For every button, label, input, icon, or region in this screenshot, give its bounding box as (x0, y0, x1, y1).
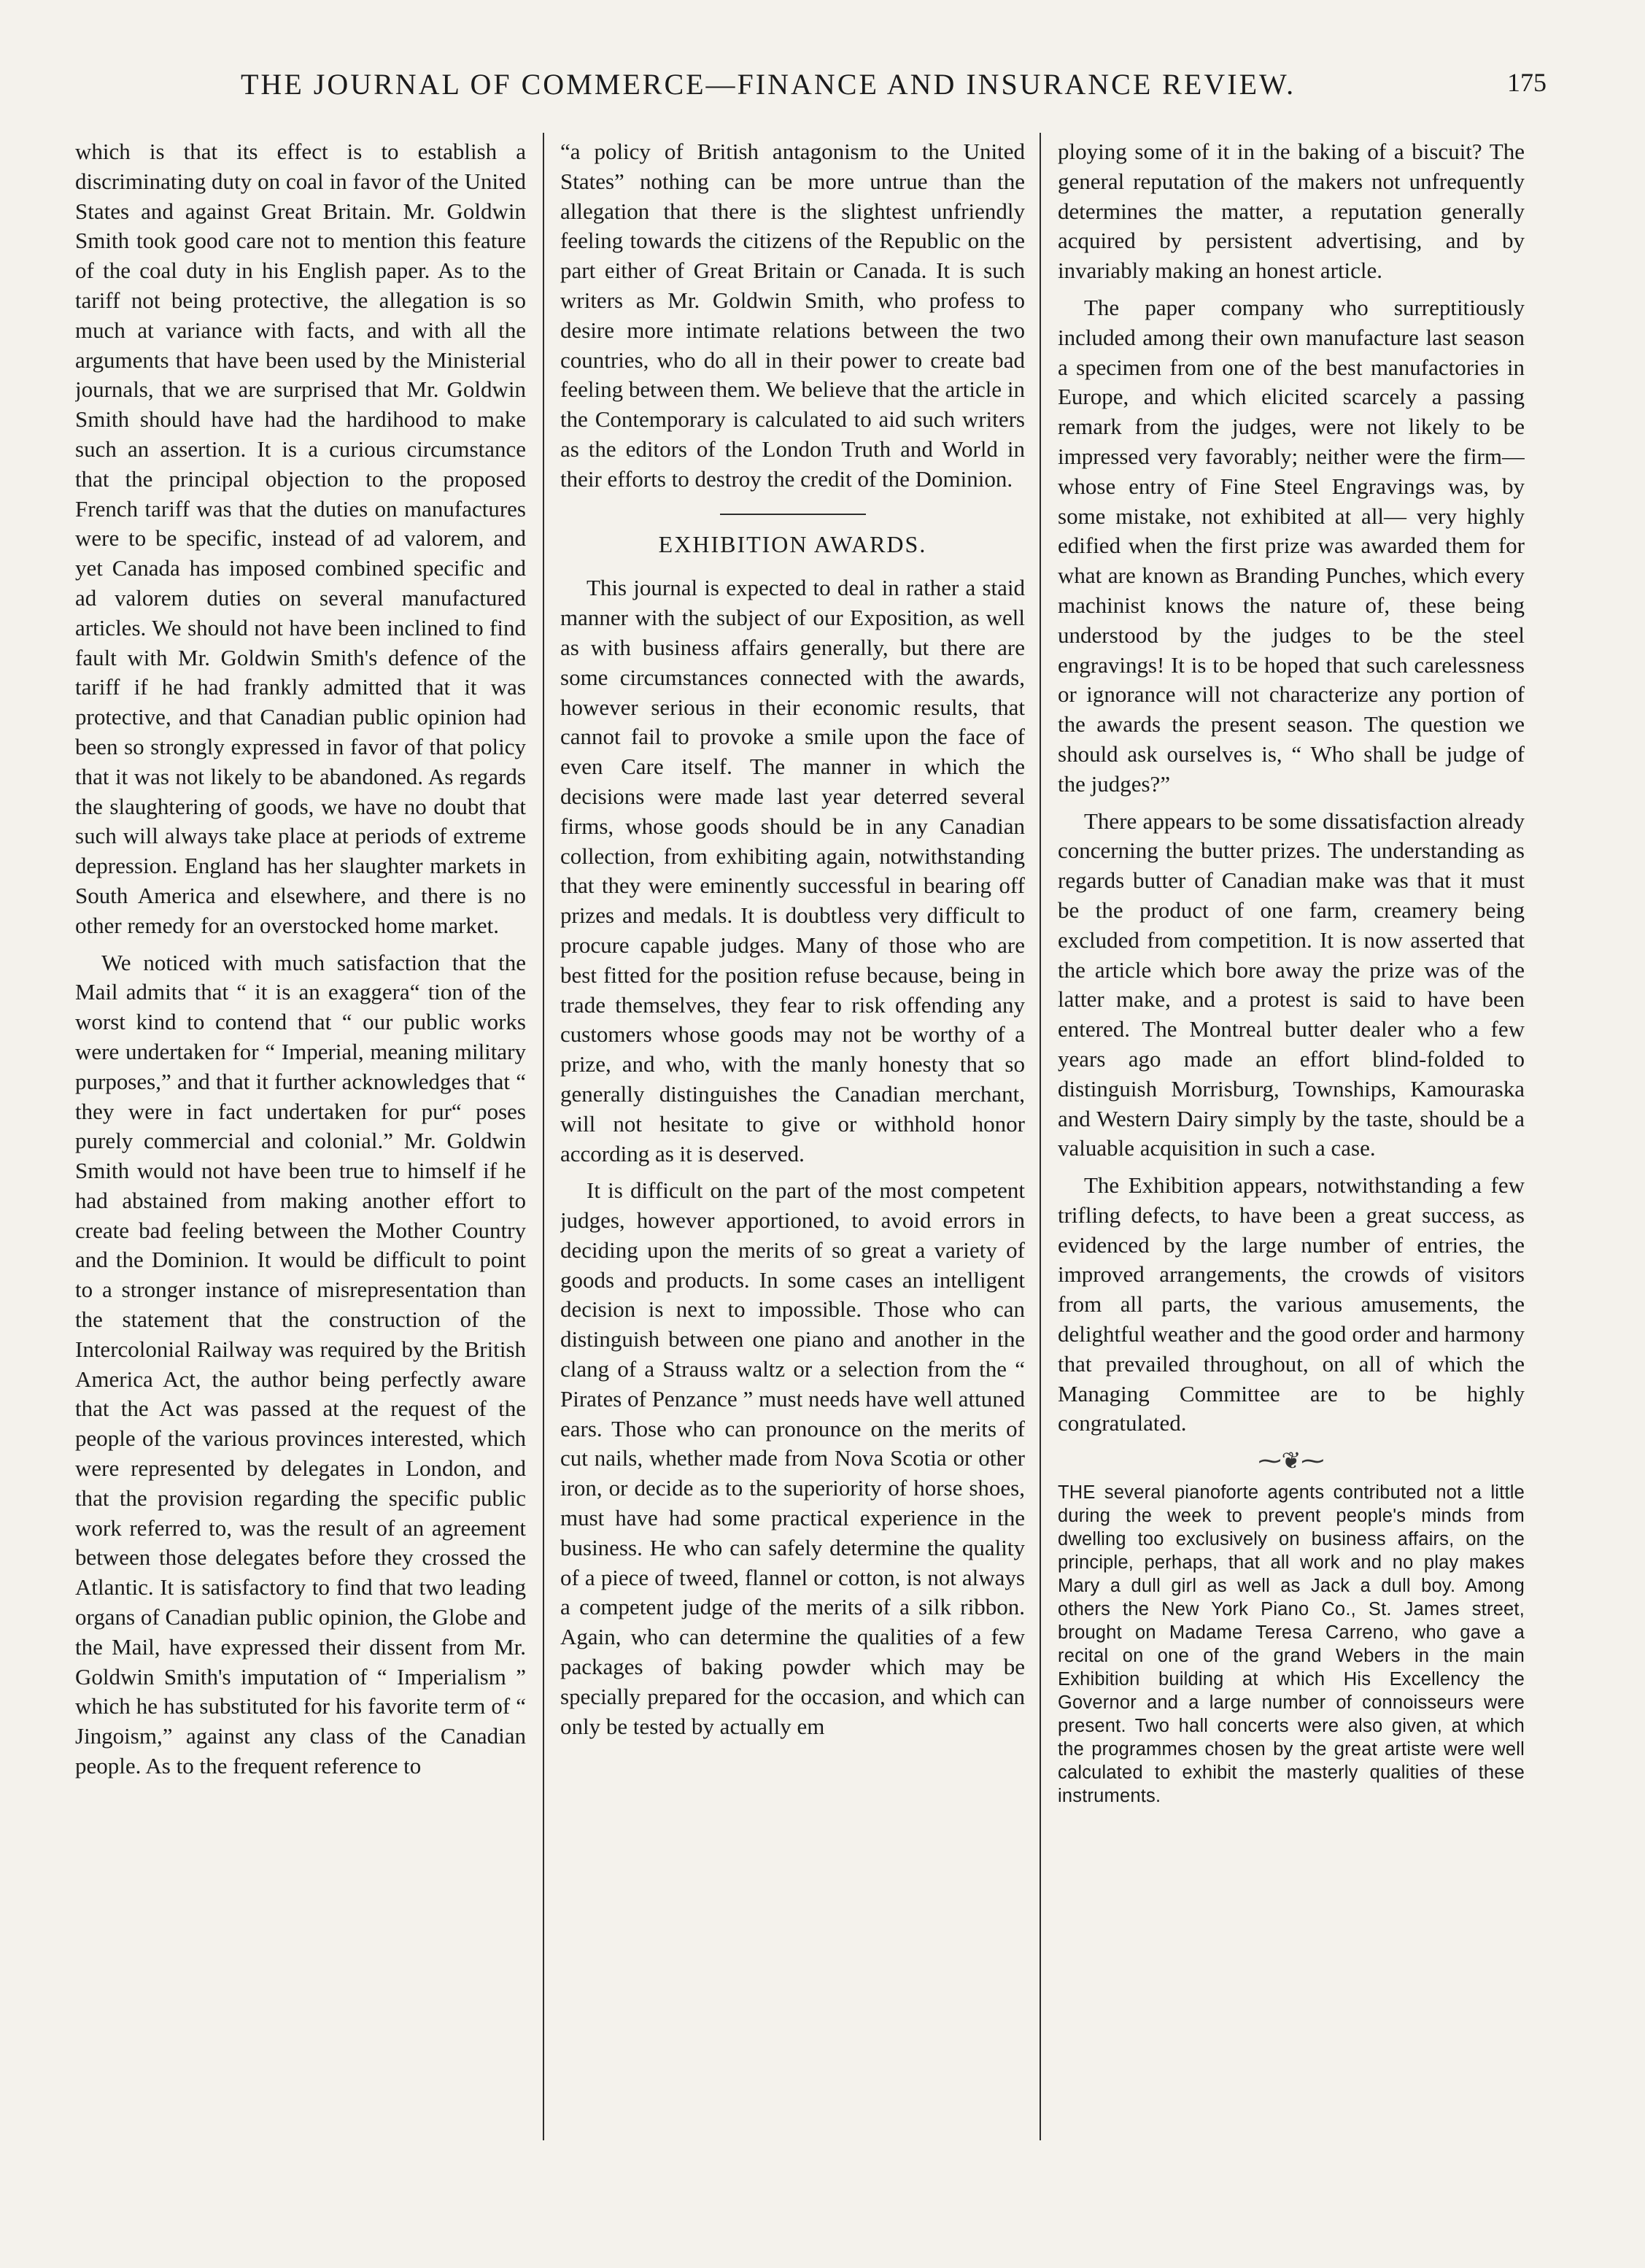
section-divider (720, 514, 866, 515)
ornament-icon: ⁓❦⁓ (1258, 1447, 1325, 1474)
paragraph: which is that its effect is to establish a discriminating duty on coal in favor of the United States and against Great Britain. Mr. Goldwin Smith took good care not to mention this feature of the coal duty in his English paper. As to the tariff not being protective, the allegation is so much at variance with facts, and with all the arguments that have been used by the Ministerial journals, that we are surprised that Mr. Goldwin Smith should have had the hardihood to make such an assertion. It is a curious circumstance that the principal objection to the proposed French tariff was that the duties on manufactures were to be specific, instead of ad valorem, and yet Canada has imposed combined specific and ad valorem duties on several manufactured articles. We should not have been inclined to find fault with Mr. Goldwin Smith's defence of the tariff if he had frankly admitted that it was protective, and that Canadian public opinion had been so strongly expressed in favor of that policy that it was not likely to be abandoned. As regards the slaughtering of goods, we have no doubt that such will always take place at periods of extreme depression. England has her slaughter markets in South America and elsewhere, and there is no other remedy for an overstocked home market. (75, 139, 526, 938)
page-number: 175 (1507, 68, 1547, 97)
section-heading: EXHIBITION AWARDS. (658, 530, 927, 557)
paragraph: This journal is expected to deal in rather a staid manner with the subject of our Exposition, as well as with business affairs generally, but there are some circumstances connected with the awards, however serious in their economic results, that cannot fail to provoke a smile upon the face of even Care itself. The manner in which the decisions were made last year deterred several firms, whose goods should be in any Canadian collection, from exhibiting again, notwithstanding that they were eminently successful in bearing off prizes and medals. It is doubtless very difficult to procure capable judges. Many of those who are best fitted for the position refuse because, being in trade themselves, they fear to risk offending any customers whose goods may not be worthy of a prize, and who, with the manly honesty that so generally distinguishes the Canadian merchant, will not hesitate to give or withhold honor according as it is deserved. (560, 575, 1025, 1166)
paragraph: We noticed with much satisfaction that the Mail admits that “ it is an exaggera“ tion of the worst kind to contend that “ our public works were undertaken for “ Imperial, meaning military purposes,” and that it further acknowledges that “ they were in fact undertaken for pur“ poses purely commercial and colonial.” Mr. Goldwin Smith would not have been true to himself if he had abstained from making another effort to create bad feeling between the Mother Country and the Dominion. It would be difficult to point to a stronger instance of misrepresentation than the statement that the construction of the Intercolonial Railway was required by the British America Act, the author being perfectly aware that the Act was passed at the request of the people of the various provinces interested, which were represented by delegates in London, and that the provision regarding the specific public work referred to, was the result of an agreement between those delegates before they crossed the Atlantic. It is satisfactory to find that two leading organs of Canadian public opinion, the Globe and the Mail, have expressed their dissent from Mr. Goldwin Smith's imputation of “ Imperialism ” which he has substituted for his favorite term of “ Jingoism,” against any class of the Canadian people. As to the frequent reference to (75, 949, 526, 1779)
article-column-3 (1058, 137, 1525, 2136)
paragraph: “a policy of British antagonism to the United States” nothing can be more untrue than the allegation that there is the slightest unfriendly feeling towards the citizens of the Republic on the part either of Great Britain or Canada. It is such writers as Mr. Goldwin Smith, who profess to desire more intimate relations between the two countries, who do all in their power to create bad feeling between them. We believe that the article in the Contemporary is calculated to aid such writers as the editors of the London Truth and World in their efforts to destroy the credit of the Dominion. (560, 139, 1025, 492)
column-divider-right (1040, 133, 1041, 2140)
column-divider-left (543, 133, 544, 2140)
page-header (241, 67, 1547, 111)
paragraph: ploying some of it in the baking of a biscuit? The general reputation of the makers not unfrequently determines the matter, a reputation generally acquired by persistent advertising, and by invariably making an honest article. (1058, 139, 1525, 284)
news-note: THE several pianoforte agents contributed not a little during the week to prevent people's minds from dwelling too exclusively on business affairs, on the principle, perhaps, that all work and no play makes Mary a dull girl as well as Jack a dull boy. Among others the New York Piano Co., St. James street, brought on Madame Teresa Carreno, who gave a recital on one of the grand Webers in the main Exhibition building at which His Excellency the Governor and a large number of connoisseurs were present. Two hall concerts were also given, at which the programmes chosen by the great artiste were well calculated to exhibit the masterly qualities of these instruments. (1058, 1482, 1525, 1807)
paragraph: The Exhibition appears, notwithstanding a few trifling defects, to have been a great success, as evidenced by the large number of entries, the improved arrangements, the crowds of visitors from all parts, the various amusements, the delightful weather and the good order and harmony that prevailed throughout, on all of which the Managing Committee are to be highly congratulated. (1058, 1172, 1525, 1436)
paragraph: It is difficult on the part of the most competent judges, however apportioned, to avoid errors in deciding upon the merits of so great a variety of goods and products. In some cases an intelligent decision is next to impossible. Those who can distinguish between one piano and another in the clang of a Strauss waltz or a selection from the “ Pirates of Penzance ” must needs have well attuned ears. Those who can pronounce on the merits of cut nails, whether made from Nova Scotia or other iron, or decide as to the superiority of horse shoes, must have had some practical experience in the business. He who can safely determine the quality of a piece of tweed, flannel or cotton, is not always a competent judge of the merits of a silk ribbon. Again, who can determine the qualities of a few packages of baking powder which may be specially prepared for the occasion, and which can only be tested by actually em (560, 1177, 1025, 1739)
article-column-2 (560, 137, 1025, 2136)
paragraph: The paper company who surreptitiously included among their own manufacture last season a specimen from one of the best manufactories in Europe, and which elicited scarcely a passing remark from the judges, were not likely to be impressed very favorably; neither were the firm— whose entry of Fine Steel Engravings was, by some mistake, not exhibited at all— very highly edified when the first prize was awarded them for what are known as Branding Punches, which every machinist knows the nature of, these being understood by the judges to be the steel engravings! It is to be hoped that such carelessness or ignorance will not characterize any portion of the awards the present season. The question we should ask ourselves is, “ Who shall be judge of the judges?” (1058, 294, 1525, 797)
journal-title: THE JOURNAL OF COMMERCE—FINANCE AND INSURANCE REVIEW. (241, 68, 1296, 101)
article-column-1 (75, 137, 526, 2136)
paragraph: There appears to be some dissatisfaction already concerning the butter prizes. The understanding as regards butter of Canadian make was that it must be the product of one farm, creamery being excluded from competition. It is now asserted that the article which bore away the prize was of the latter make, and a protest is said to have been entered. The Montreal butter dealer who a few years ago made an effort blind-folded to distinguish Morrisburg, Townships, Kamouraska and Western Dairy simply by the taste, should be a valuable acquisition in such a case. (1058, 808, 1525, 1161)
